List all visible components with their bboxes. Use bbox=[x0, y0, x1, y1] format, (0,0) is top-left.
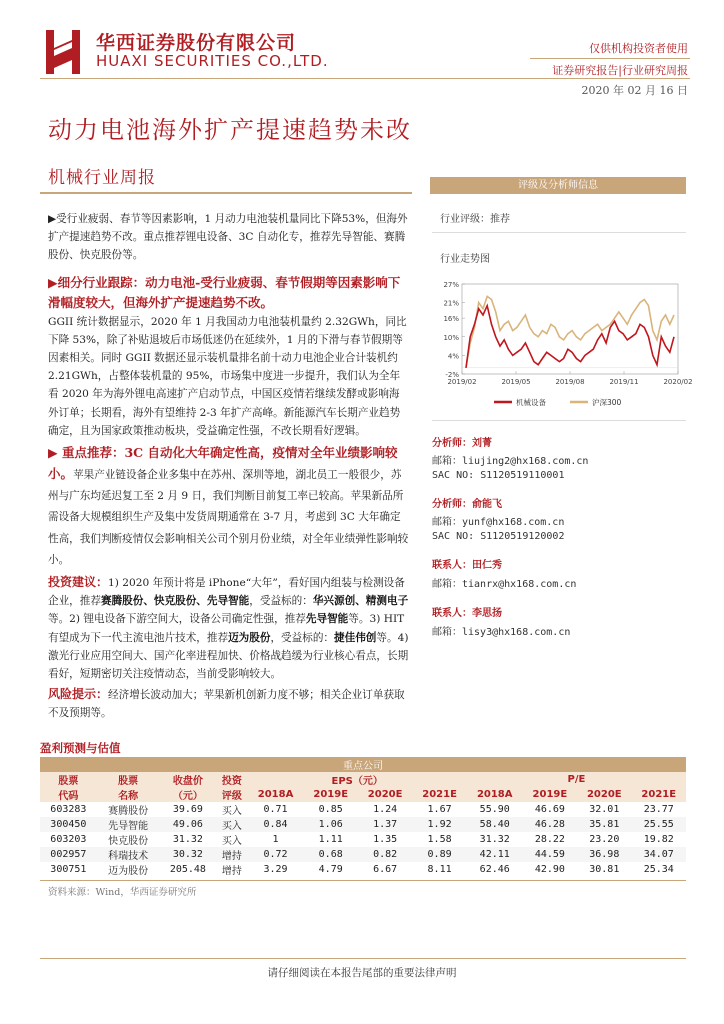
contact-2 bbox=[432, 604, 688, 619]
table-cell: 19.82 bbox=[632, 832, 686, 847]
table-cell: 30.81 bbox=[577, 862, 631, 877]
page-title: 动力电池海外扩产提速趋势未改 bbox=[48, 116, 412, 144]
analyst-1-sac bbox=[432, 470, 688, 481]
investment-stocks-3: 先导智能 bbox=[305, 613, 349, 626]
table-cell: 0.68 bbox=[303, 847, 357, 862]
report-type: 证券研究报告|行业研究周报 bbox=[552, 64, 688, 77]
table-cell: 增持 bbox=[216, 847, 247, 862]
contact-1-name: 田仁秀 bbox=[472, 560, 502, 571]
analyst-1-name: 刘菁 bbox=[472, 438, 492, 449]
contact-2-name: 李思扬 bbox=[472, 608, 502, 619]
legal-footer: 请仔细阅读在本报告尾部的重要法律声明 bbox=[267, 967, 457, 979]
investment-stocks-5: 捷佳伟创 bbox=[334, 631, 377, 644]
report-subtitle: 机械行业周报 bbox=[48, 168, 156, 188]
analyst-1-email-label: 邮箱： bbox=[432, 456, 462, 467]
report-date: 2020 年 02 月 16 日 bbox=[581, 84, 688, 97]
investment-label: 投资建议： bbox=[48, 575, 109, 590]
analyst-2-email-label: 邮箱： bbox=[432, 517, 462, 528]
analyst-2-title: 分析师： bbox=[432, 499, 472, 510]
x-tick-label: 2019/11 bbox=[609, 378, 639, 386]
y-tick-label: 10% bbox=[443, 333, 459, 342]
table-row bbox=[40, 802, 686, 817]
industry-trend-chart bbox=[432, 278, 693, 412]
table-cell: 300450 bbox=[40, 817, 97, 832]
table-cell: 快克股份 bbox=[97, 832, 160, 847]
investment-text-6: 等。4) 激光行业应用空间大、国产化率进程加快、价格战趋缓为行业核心看点，长期看好，短期密切关注疫情动态，当前受影响较大。 bbox=[48, 631, 409, 681]
key-recommendation-heading: ▶ 重点推荐：3C 自动化大年确定性高，疫情对全年业绩影响较小。 bbox=[48, 445, 398, 482]
header-rating-1: 投资 bbox=[221, 776, 242, 787]
table-cell: 3.29 bbox=[248, 862, 304, 877]
rating-value: 推荐 bbox=[490, 214, 510, 225]
contact-2-email-label: 邮箱： bbox=[432, 627, 462, 638]
table-cell: 1.58 bbox=[412, 832, 466, 847]
table-cell: 49.06 bbox=[160, 817, 217, 832]
investment-text-5: ，受益标的： bbox=[270, 631, 335, 644]
investment-stocks-2: 华兴源创、精测电子 bbox=[312, 595, 409, 608]
y-tick-label: 16% bbox=[443, 315, 459, 324]
analyst-2-email-value[interactable]: yunf@hx168.com.cn bbox=[462, 517, 565, 528]
header-year: 2021E bbox=[422, 789, 457, 800]
header-year: 2021E bbox=[641, 789, 677, 800]
header-year: 2018A bbox=[476, 789, 513, 800]
analyst-info bbox=[432, 434, 688, 638]
table-cell: 6.67 bbox=[358, 862, 412, 877]
header-price-1: 收盘价 bbox=[172, 776, 203, 787]
table-row bbox=[40, 862, 686, 877]
series-line-csi300 bbox=[466, 296, 674, 367]
industry-tracking-body: GGII 统计数据显示，2020 年 1 月我国动力电池装机量约 2.32GWh，同比下降 53%，除了补贴退坡后市场低迷仍在延续外，1 月的下滑与春节假期等因素相关。同时 GGII 数据还显示装机量排名前十动力电池企业合计装机约 2.21GWh，占整体装机量的 95%，市场集中度进一步提升，我们认为全年看 2020 年为海外锂电高速扩产启动节点，中国区疫情若继续发酵或影响海外订单；长期看，海外有望维持 2-3 年扩产高峰。新能源汽车长期产业趋势确定，且为国家政策推动板块，受益确定性强，不改长期看好逻辑。 bbox=[48, 315, 407, 437]
summary-paragraph: ▶受行业疲弱、春节等因素影响，1 月动力电池装机量同比下降53%，但海外扩产提速趋势不改。重点推荐锂电设备、3C 自动化专，推荐先导智能、赛腾股份、快克股份等。 bbox=[48, 213, 408, 262]
table-cell: 603283 bbox=[40, 802, 97, 817]
y-tick-label: 21% bbox=[443, 299, 459, 308]
analyst-1-sac-value: S1120519110001 bbox=[480, 470, 565, 481]
table-cell: 8.11 bbox=[412, 862, 466, 877]
table-source: 资料来源：Wind，华西证券研究所 bbox=[48, 887, 197, 898]
table-cell: 205.48 bbox=[160, 862, 217, 877]
header-rule bbox=[40, 78, 690, 79]
investment-text-3: 等。2) 锂电设备下游空间大，设备公司确定性强，推荐 bbox=[48, 613, 306, 626]
table-cell: 增持 bbox=[216, 862, 247, 877]
table-cell: 买入 bbox=[216, 832, 247, 847]
investment-text-4: 等。3) HIT 有望成为下一代主流电池片技术，推荐 bbox=[48, 613, 405, 644]
table-cell: 1.92 bbox=[412, 817, 466, 832]
footer-rule bbox=[40, 958, 686, 959]
table-bottom-rule bbox=[40, 880, 686, 881]
table-cell: 科瑞技术 bbox=[97, 847, 160, 862]
x-tick-label: 2019/02 bbox=[447, 378, 477, 386]
x-tick-label: 2020/02 bbox=[663, 378, 693, 386]
contact-2-email bbox=[432, 623, 688, 638]
header-pe: P/E bbox=[567, 774, 586, 785]
analyst-2 bbox=[432, 495, 688, 510]
rating-divider bbox=[432, 232, 686, 233]
table-cell: 39.69 bbox=[160, 802, 217, 817]
table-row bbox=[40, 817, 686, 832]
table-cell: 46.69 bbox=[523, 802, 577, 817]
contact-1-email-label: 邮箱： bbox=[432, 579, 462, 590]
contact-1-title: 联系人： bbox=[432, 560, 472, 571]
table-cell: 25.55 bbox=[632, 817, 686, 832]
analyst-2-sac bbox=[432, 531, 688, 542]
investment-advice bbox=[48, 573, 410, 683]
table-cell: 603203 bbox=[40, 832, 97, 847]
table-cell: 4.79 bbox=[303, 862, 357, 877]
table-cell: 300751 bbox=[40, 862, 97, 877]
contact-1-email bbox=[432, 575, 688, 590]
investment-stocks-4: 迈为股份 bbox=[228, 631, 271, 644]
risk-text: 经济增长波动加大；苹果新机创新力度不够；相关企业订单获取不及预期等。 bbox=[48, 689, 405, 720]
y-tick-label: 27% bbox=[443, 281, 459, 289]
table-cell: 25.34 bbox=[632, 862, 686, 877]
table-cell: 62.46 bbox=[467, 862, 523, 877]
rating-panel-header: 评级及分析师信息 bbox=[430, 177, 686, 194]
header-code-1: 股票 bbox=[58, 776, 79, 787]
table-cell: 30.32 bbox=[160, 847, 217, 862]
key-recommendation-body: 苹果产业链设备企业多集中在苏州、深圳等地，湖北员工一般很少，苏州与广东均延迟复工至 2 月 9 日，我们判断目前复工率已较高。苹果新品所需设备大规模组织生产及集中发货周期通常在 3-7 月，考虑到 3C 大年确定性高，我们判断疫情仅会影响相关公司个别月份业绩，对全年业绩弹性影响较小。 bbox=[48, 469, 409, 566]
analyst-1-email-value[interactable]: liujing2@hx168.com.cn bbox=[462, 456, 589, 467]
table-cell: 28.22 bbox=[523, 832, 577, 847]
header-divider bbox=[530, 58, 690, 59]
investment-stocks-1: 赛腾股份、快克股份、先导智能 bbox=[100, 595, 250, 608]
header-year: 2019E bbox=[532, 789, 568, 800]
header-year: 2020E bbox=[367, 789, 403, 800]
rating-label: 行业评级： bbox=[440, 214, 490, 225]
table-cell: 23.77 bbox=[632, 802, 686, 817]
table-cell: 先导智能 bbox=[97, 817, 160, 832]
header-year: 2018A bbox=[257, 789, 294, 800]
y-tick-label: 4% bbox=[447, 352, 459, 361]
company-logo-icon bbox=[46, 30, 82, 74]
industry-rating bbox=[440, 210, 510, 225]
analyst-2-email bbox=[432, 513, 688, 528]
investment-text-2: ，受益标的： bbox=[249, 595, 313, 608]
company-name-cn: 华西证券股份有限公司 bbox=[96, 32, 297, 54]
header-rating-2: 评级 bbox=[221, 791, 242, 802]
x-tick-label: 2019/08 bbox=[555, 378, 585, 386]
table-cell: 002957 bbox=[40, 847, 97, 862]
table-cell: 31.32 bbox=[467, 832, 523, 847]
header-name-1: 股票 bbox=[118, 776, 139, 787]
header-price-2: （元） bbox=[172, 791, 203, 802]
investment-text-1: 1) 2020 年预计将是 iPhone“大年”，看好国内组装与检测设备企业，推荐 bbox=[48, 577, 405, 608]
analyst-2-name: 俞能飞 bbox=[472, 499, 502, 510]
forecast-section-title: 盈利预测与估值 bbox=[40, 741, 121, 755]
header-name-2: 名称 bbox=[118, 791, 139, 802]
key-companies-table bbox=[40, 757, 686, 877]
table-cell: 1.67 bbox=[412, 802, 466, 817]
table-title: 重点公司 bbox=[343, 761, 383, 772]
risk-label: 风险提示： bbox=[48, 687, 109, 702]
analyst-1-email bbox=[432, 452, 688, 467]
table-cell: 46.28 bbox=[523, 817, 577, 832]
x-tick-label: 2019/05 bbox=[501, 378, 531, 386]
analyst-2-sac-value: S1120519120002 bbox=[480, 531, 565, 542]
chart-divider bbox=[432, 420, 686, 421]
contact-1-email-value[interactable]: tianrx@hx168.com.cn bbox=[462, 579, 577, 590]
risk-warning bbox=[48, 685, 410, 722]
header-eps: EPS（元） bbox=[331, 776, 383, 787]
table-cell: 0.85 bbox=[303, 802, 357, 817]
table-cell: 0.72 bbox=[248, 847, 304, 862]
table-cell: 迈为股份 bbox=[97, 862, 160, 877]
table-cell: 买入 bbox=[216, 802, 247, 817]
usage-note: 仅供机构投资者使用 bbox=[589, 42, 688, 55]
table-cell: 0.89 bbox=[412, 847, 466, 862]
table-cell: 0.84 bbox=[248, 817, 304, 832]
table-row bbox=[40, 847, 686, 862]
analyst-2-sac-label: SAC NO: bbox=[432, 531, 475, 542]
table-cell: 1.37 bbox=[358, 817, 412, 832]
table-cell: 1.06 bbox=[303, 817, 357, 832]
table-cell: 0.71 bbox=[248, 802, 304, 817]
contact-2-email-value[interactable]: lisy3@hx168.com.cn bbox=[462, 627, 571, 638]
contact-1 bbox=[432, 556, 688, 571]
table-cell: 赛腾股份 bbox=[97, 802, 160, 817]
company-name-en: HUAXI SECURITIES CO.,LTD. bbox=[96, 52, 329, 70]
subtitle-rule bbox=[40, 192, 412, 194]
table-cell: 58.40 bbox=[467, 817, 523, 832]
table-cell: 44.59 bbox=[523, 847, 577, 862]
table-cell: 0.82 bbox=[358, 847, 412, 862]
header-code-2: 代码 bbox=[58, 791, 79, 802]
table-cell: 1.11 bbox=[303, 832, 357, 847]
industry-tracking-heading: ▶细分行业跟踪：动力电池-受行业疲弱、春节假期等因素影响下滑幅度较大，但海外扩产提速趋势不改。 bbox=[48, 274, 401, 310]
y-tick-label: -2% bbox=[445, 371, 459, 379]
analyst-1-title: 分析师： bbox=[432, 438, 472, 449]
table-cell: 买入 bbox=[216, 817, 247, 832]
legend-label: 沪深300 bbox=[592, 398, 622, 407]
table-cell: 32.01 bbox=[577, 802, 631, 817]
analyst-1-sac-label: SAC NO: bbox=[432, 470, 475, 481]
contact-2-title: 联系人： bbox=[432, 608, 472, 619]
table-cell: 31.32 bbox=[160, 832, 217, 847]
legend-label: 机械设备 bbox=[516, 398, 546, 407]
header-year: 2020E bbox=[586, 789, 622, 800]
table-row bbox=[40, 832, 686, 847]
table-cell: 34.07 bbox=[632, 847, 686, 862]
table-cell: 36.98 bbox=[577, 847, 631, 862]
table-cell: 1 bbox=[248, 832, 304, 847]
table-cell: 42.11 bbox=[467, 847, 523, 862]
table-cell: 1.35 bbox=[358, 832, 412, 847]
header-year: 2019E bbox=[313, 789, 349, 800]
table-cell: 55.90 bbox=[467, 802, 523, 817]
report-body bbox=[48, 210, 410, 723]
table-cell: 1.24 bbox=[358, 802, 412, 817]
table-cell: 35.81 bbox=[577, 817, 631, 832]
analyst-1 bbox=[432, 434, 688, 449]
table-cell: 23.20 bbox=[577, 832, 631, 847]
table-cell: 42.90 bbox=[523, 862, 577, 877]
trend-chart-title: 行业走势图 bbox=[440, 254, 490, 265]
